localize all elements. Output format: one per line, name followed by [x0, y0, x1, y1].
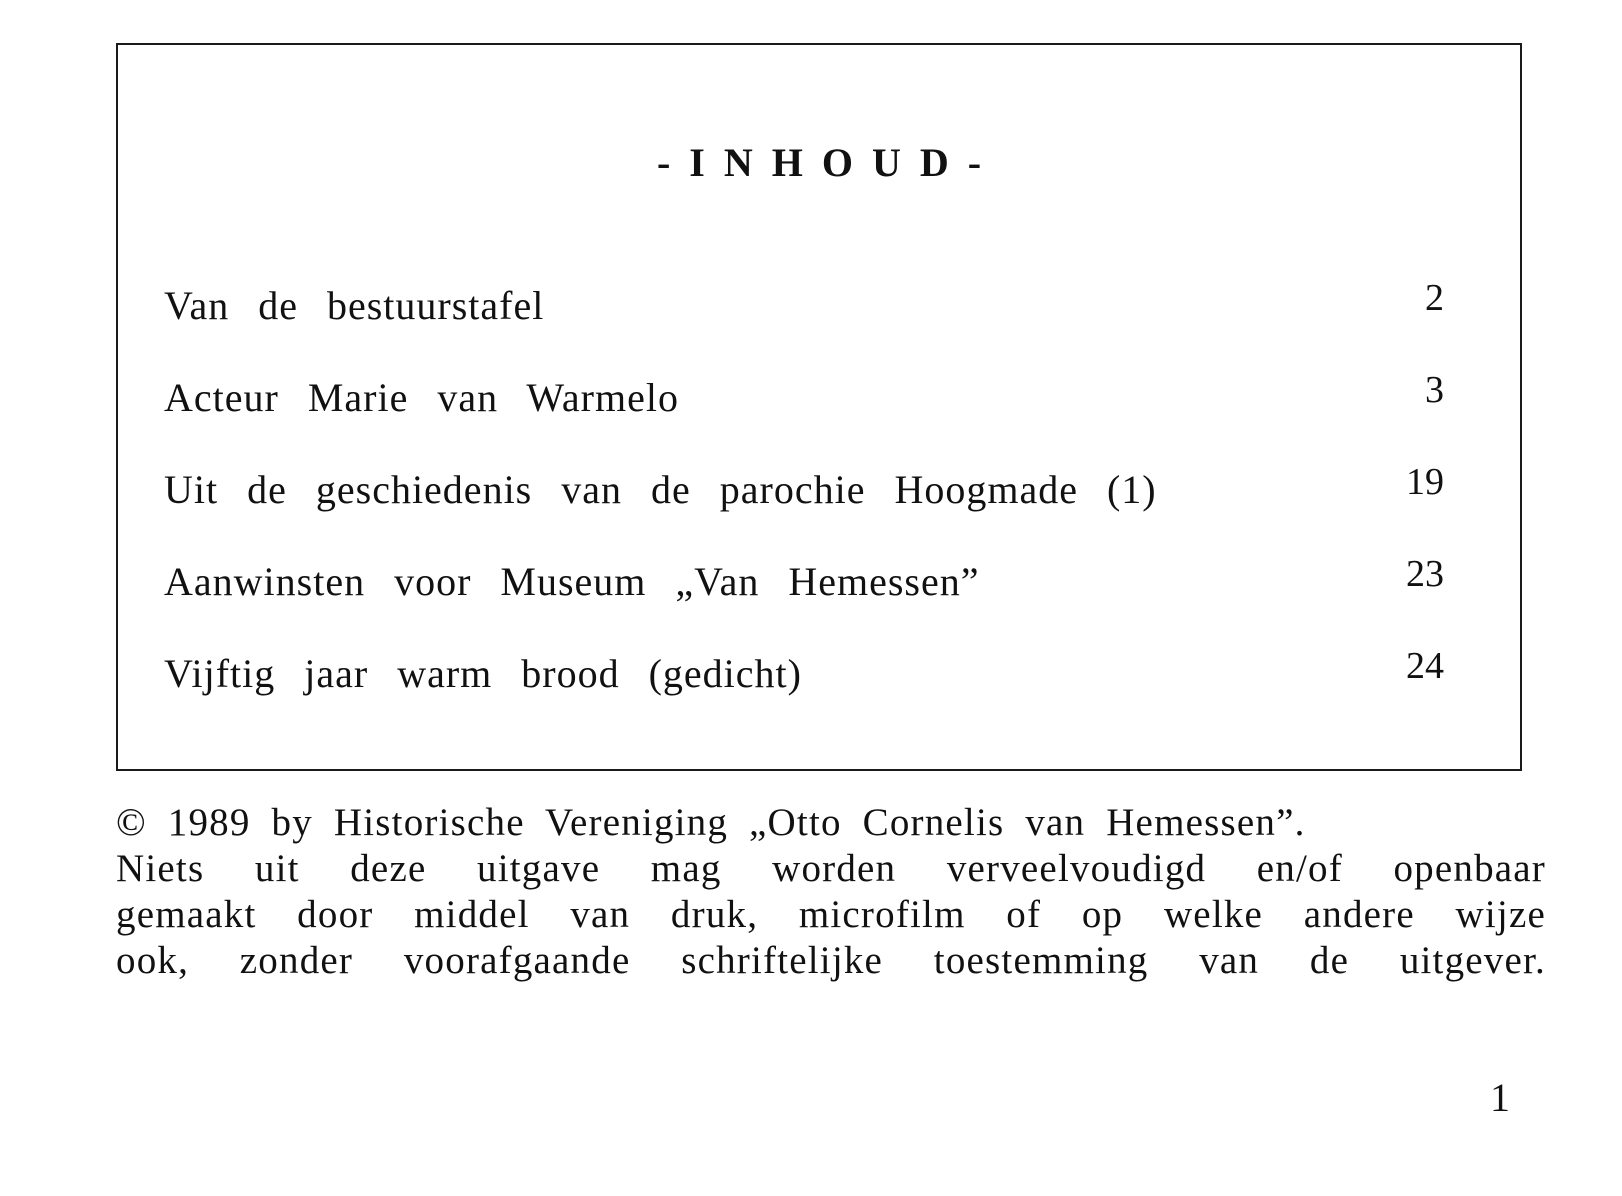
toc-entry	[164, 461, 1444, 558]
table-of-contents-box	[116, 43, 1522, 771]
toc-entry-page: 23	[1406, 553, 1444, 595]
toc-entry-title: Van de bestuurstafel	[164, 283, 545, 328]
toc-entry-title: Acteur Marie van Warmelo	[164, 375, 679, 420]
toc-entry-page: 19	[1406, 461, 1444, 503]
toc-list	[164, 277, 1444, 742]
toc-entry-title: Vijftig jaar warm brood (gedicht)	[164, 651, 802, 696]
toc-entry	[164, 369, 1444, 466]
toc-heading: -INHOUD-	[656, 140, 1001, 185]
copyright-line: © 1989 by Historische Vereniging „Otto Cornelis van Hemessen”.	[116, 801, 1306, 844]
toc-entry-title: Uit de geschiedenis van de parochie Hoogmade (1)	[164, 467, 1157, 512]
copyright-line: gemaakt door middel van druk, microfilm of op welke andere wijze	[116, 893, 1546, 936]
toc-entry-title: Aanwinsten voor Museum „Van Hemessen”	[164, 559, 980, 604]
toc-entry-page: 24	[1406, 645, 1444, 687]
toc-entry-page: 2	[1425, 277, 1444, 319]
copyright-line: Niets uit deze uitgave mag worden verveelvoudigd en/of openbaar	[116, 847, 1546, 890]
toc-entry	[164, 553, 1444, 650]
toc-entry-page: 3	[1425, 369, 1444, 411]
copyright-notice	[116, 800, 1546, 984]
toc-entry	[164, 277, 1444, 374]
page-number: 1	[1490, 1075, 1510, 1120]
copyright-line: ook, zonder voorafgaande schriftelijke toestemming van de uitgever.	[116, 939, 1546, 982]
toc-entry	[164, 645, 1444, 742]
